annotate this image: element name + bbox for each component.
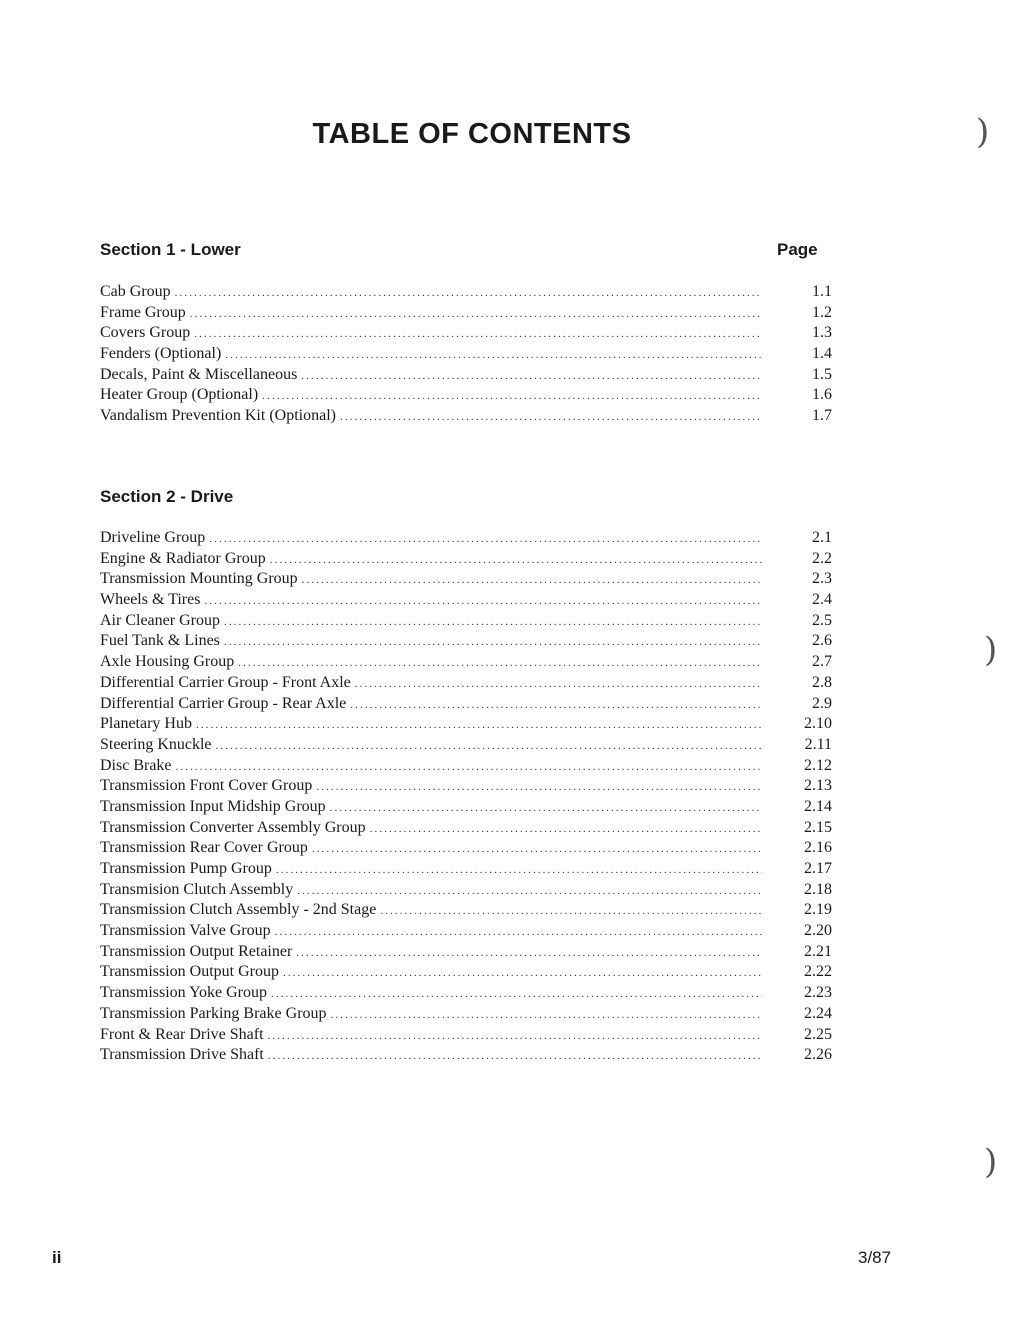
page-column-heading: Page [777,240,818,259]
toc-entry[interactable] [100,983,832,1004]
toc-entry[interactable] [100,756,832,777]
toc-entry[interactable] [100,365,832,386]
toc-entry-page: 2.21 [804,942,832,960]
toc-entry-label: Front & Rear Drive Shaft [100,1025,264,1043]
toc-entry[interactable] [100,714,832,735]
dot-leader [271,984,762,1005]
toc-entry-page: 2.15 [804,818,832,836]
toc-entry-page: 2.25 [804,1025,832,1043]
toc-entry-label: Transmission Output Group [100,963,279,981]
toc-entry-page: 2.11 [804,735,832,753]
toc-entry-label: Heater Group (Optional) [100,386,259,404]
toc-entry-label: Transmission Parking Brake Group [100,1004,327,1022]
dot-leader [301,366,762,387]
section-2-heading: Section 2 - Drive [100,487,234,506]
toc-entry-page: 2.16 [804,839,832,857]
toc-entry-label: Transmission Pump Group [100,860,272,877]
toc-entry-page: 2.8 [812,673,832,691]
toc-entry[interactable] [100,921,832,942]
toc-entry-page: 1.3 [812,324,832,342]
toc-entry-page: 2.26 [804,1046,832,1064]
toc-entry-page: 2.22 [804,963,832,981]
dot-leader [350,695,762,716]
toc-entry[interactable] [100,549,832,570]
toc-entry-page: 2.24 [804,1004,832,1022]
toc-entry-page: 2.17 [804,860,832,877]
toc-entry-label: Transmision Clutch Assembly [100,880,294,898]
toc-entry-label: Transmission Rear Cover Group [100,839,308,857]
toc-entry-label: Covers Group [100,324,191,342]
dot-leader [224,612,762,633]
toc-entry-page: 2.3 [812,570,832,588]
toc-entry-label: Differential Carrier Group - Rear Axle [100,694,347,712]
toc-entry[interactable] [100,673,832,694]
toc-entry-label: Transmission Drive Shaft [100,1046,264,1064]
dot-leader [275,922,762,943]
toc-entry[interactable] [100,344,832,365]
toc-entry[interactable] [100,859,832,880]
toc-entry[interactable] [100,1045,832,1066]
toc-entry-page: 2.1 [812,529,832,546]
dot-leader [283,963,762,984]
toc-entry[interactable] [100,900,832,921]
dot-leader [196,715,762,736]
toc-entry-label: Transmission Front Cover Group [100,777,313,795]
dot-leader [175,283,762,304]
toc-entry-label: Differential Carrier Group - Front Axle [100,673,351,691]
dot-leader [316,777,762,798]
toc-entry[interactable] [100,818,832,839]
footer-date: 3/87 [858,1248,892,1267]
toc-entry-page: 2.9 [812,694,832,712]
dot-leader [370,819,762,840]
toc-entry-page: 2.2 [812,549,832,567]
toc-entry[interactable] [100,323,832,344]
toc-entry[interactable] [100,797,832,818]
dot-leader [330,798,762,819]
toc-entry-page: 1.2 [812,303,832,321]
toc-entry-label: Fenders (Optional) [100,345,222,363]
toc-entry[interactable] [100,838,832,859]
page-title: TABLE OF CONTENTS [312,118,632,150]
binder-hole-mark: ) [984,630,998,670]
dot-leader [204,591,762,612]
dot-leader [268,1046,762,1067]
toc-entry-label: Cab Group [100,283,171,300]
toc-entry-label: Transmission Input Midship Group [100,797,326,815]
toc-entry-label: Planetary Hub [100,715,192,733]
dot-leader [331,1005,762,1026]
toc-entry[interactable] [100,1025,832,1046]
toc-entry[interactable] [100,611,832,632]
toc-entry-page: 2.23 [804,984,832,1002]
dot-leader [190,304,762,325]
toc-entry[interactable] [100,735,832,756]
toc-entry[interactable] [100,528,832,549]
toc-entry-label: Wheels & Tires [100,591,201,609]
toc-entry[interactable] [100,880,832,901]
toc-entry-page: 2.19 [804,901,832,919]
toc-entry-page: 2.12 [804,756,832,774]
toc-entry-label: Driveline Group [100,529,206,546]
section-1-heading: Section 1 - Lower [100,240,241,259]
toc-entry-page: 1.4 [812,345,832,363]
toc-entry[interactable] [100,303,832,324]
toc-entry-page: 1.1 [812,283,832,300]
dot-leader [302,570,762,591]
toc-entry-label: Axle Housing Group [100,653,235,671]
dot-leader [225,345,762,366]
toc-entry-label: Decals, Paint & Miscellaneous [100,365,298,383]
toc-entry-page: 2.14 [804,797,832,815]
dot-leader [224,632,762,653]
dot-leader [380,901,762,922]
dot-leader [297,881,762,902]
toc-entry[interactable] [100,385,832,406]
toc-entry-page: 2.13 [804,777,832,795]
toc-entry[interactable] [100,652,832,673]
toc-entry-label: Transmission Clutch Assembly - 2nd Stage [100,901,377,919]
toc-entry-page: 1.7 [812,407,832,425]
dot-leader [355,674,762,695]
toc-entry[interactable] [100,942,832,963]
toc-entry-label: Vandalism Prevention Kit (Optional) [100,407,336,425]
toc-entry-page: 2.4 [812,591,832,609]
toc-entry[interactable] [100,776,832,797]
toc-entry-label: Transmission Mounting Group [100,570,298,588]
toc-entry-label: Transmission Yoke Group [100,984,267,1002]
toc-entry[interactable] [100,590,832,611]
dot-leader [194,324,762,345]
toc-entry[interactable] [100,282,832,303]
toc-entry[interactable] [100,569,832,590]
toc-entry-label: Disc Brake [100,756,172,774]
dot-leader [262,386,762,407]
toc-entry-page: 2.5 [812,611,832,629]
toc-entry-label: Fuel Tank & Lines [100,632,220,650]
footer-page-number: ii [52,1248,62,1267]
toc-entry-page: 2.7 [812,653,832,671]
toc-entry[interactable] [100,406,832,427]
toc-entry-label: Frame Group [100,303,186,321]
dot-leader [238,653,762,674]
toc-entry-label: Transmission Valve Group [100,922,271,940]
toc-entry-label: Transmission Output Retainer [100,942,293,960]
binder-hole-mark: ) [976,112,990,152]
dot-leader [209,529,762,550]
toc-entry-page: 2.20 [804,922,832,940]
toc-entry-page: 1.6 [812,386,832,404]
toc-entry[interactable] [100,694,832,715]
dot-leader [216,736,762,757]
dot-leader [296,943,762,964]
dot-leader [176,757,762,778]
toc-entry-label: Engine & Radiator Group [100,549,266,567]
toc-entry-label: Steering Knuckle [100,735,212,753]
toc-entry[interactable] [100,631,832,652]
toc-entry[interactable] [100,1004,832,1025]
section-2-list [100,528,832,1066]
dot-leader [276,860,762,881]
dot-leader [268,1026,762,1047]
toc-entry-page: 2.18 [804,880,832,898]
toc-entry-label: Transmission Converter Assembly Group [100,818,366,836]
dot-leader [340,407,762,428]
toc-entry-page: 2.10 [804,715,832,733]
toc-entry-page: 2.6 [812,632,832,650]
dot-leader [312,839,762,860]
toc-entry[interactable] [100,962,832,983]
binder-hole-mark: ) [984,1142,998,1182]
toc-entry-page: 1.5 [812,365,832,383]
toc-entry-label: Air Cleaner Group [100,611,220,629]
dot-leader [270,550,762,571]
section-1-list [100,282,832,427]
